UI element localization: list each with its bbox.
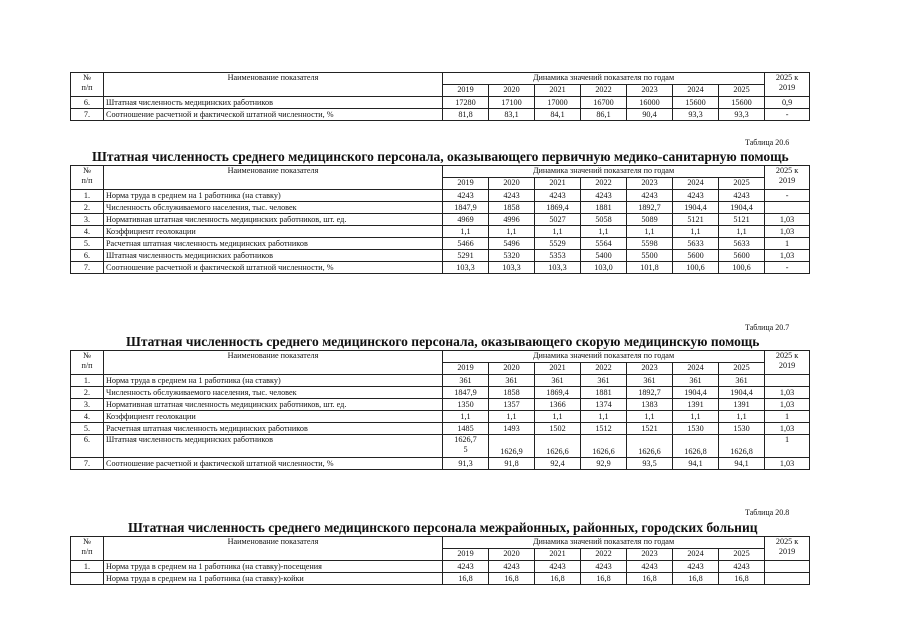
row-value: 5291: [443, 250, 489, 262]
row-value: 1,1: [443, 411, 489, 423]
row-value: 91,3: [443, 458, 489, 470]
header-number: [71, 351, 104, 375]
row-value: 16,8: [443, 573, 489, 585]
table-row: [71, 435, 810, 458]
header-number: [71, 537, 104, 561]
table-20-6: [70, 165, 804, 274]
header-number-line1: №: [83, 537, 91, 546]
row-ratio: -: [765, 190, 810, 202]
row-value: 15600: [673, 97, 719, 109]
row-value: 4243: [581, 561, 627, 573]
row-value: 361: [489, 375, 535, 387]
row-indicator-name: Штатная численность медицинских работников: [104, 435, 443, 458]
header-ratio-line1: 2025 к: [775, 166, 799, 175]
header-ratio-line2: 2019: [778, 361, 796, 370]
row-ratio: [765, 561, 810, 573]
data-table: [70, 536, 810, 585]
row-value: 1904,4: [673, 202, 719, 214]
row-value: 103,0: [581, 262, 627, 274]
table-caption: Таблица 20.6: [745, 138, 790, 147]
header-year: 2022: [581, 363, 627, 375]
header-year: 2024: [673, 549, 719, 561]
row-value: 1881: [581, 202, 627, 214]
row-value: 1,1: [581, 411, 627, 423]
row-value: 93,3: [673, 109, 719, 121]
row-value: 15600: [719, 97, 765, 109]
row-value: 93,3: [719, 109, 765, 121]
header-ratio-line1: 2025 к: [775, 73, 799, 82]
row-value: 4243: [719, 190, 765, 202]
row-value: 4243: [535, 561, 581, 573]
header-ratio: [765, 73, 810, 97]
row-value: 5400: [581, 250, 627, 262]
header-year: 2025: [719, 85, 765, 97]
row-value: 4243: [489, 561, 535, 573]
row-ratio: 1: [765, 435, 810, 458]
row-value: 5027: [535, 214, 581, 226]
row-value: 1350: [443, 399, 489, 411]
header-year: 2023: [627, 549, 673, 561]
row-value: 94,1: [719, 458, 765, 470]
row-value: 1881: [581, 387, 627, 399]
header-indicator-name: Наименование показателя: [104, 351, 443, 375]
row-value: 5633: [719, 238, 765, 250]
table-20-5-continuation: [70, 72, 804, 121]
table-row: [71, 561, 810, 573]
row-value: 4243: [581, 190, 627, 202]
row-value: 94,1: [673, 458, 719, 470]
row-value: 103,3: [443, 262, 489, 274]
row-value: 1869,4: [535, 387, 581, 399]
row-value: 4243: [489, 190, 535, 202]
data-table: [70, 165, 810, 274]
row-value: 5466: [443, 238, 489, 250]
row-value: 361: [673, 375, 719, 387]
row-value: 93,5: [627, 458, 673, 470]
header-year: 2025: [719, 363, 765, 375]
row-number: 6.: [71, 97, 104, 109]
header-dynamics: Динамика значений показателя по годам: [443, 351, 765, 363]
row-value: 5121: [719, 214, 765, 226]
row-number: 6.: [71, 250, 104, 262]
row-indicator-name: Соотношение расчетной и фактической штатной численности, %: [104, 109, 443, 121]
header-year: 2021: [535, 363, 581, 375]
row-value: 1847,9: [443, 202, 489, 214]
row-value: 1,1: [535, 226, 581, 238]
row-indicator-name: Норма труда в среднем на 1 работника (на ставку)-посещения: [104, 561, 443, 573]
header-number-line1: №: [83, 166, 91, 175]
row-value: 16,8: [627, 573, 673, 585]
header-dynamics: Динамика значений показателя по годам: [443, 537, 765, 549]
row-value: 4243: [719, 561, 765, 573]
header-ratio-line1: 2025 к: [775, 351, 799, 360]
row-value: 5600: [719, 250, 765, 262]
row-ratio: [765, 202, 810, 214]
row-value: 361: [581, 375, 627, 387]
header-number-line1: №: [83, 73, 91, 82]
table-row: [71, 250, 810, 262]
row-value: 5564: [581, 238, 627, 250]
header-number: [71, 73, 104, 97]
table-title: Штатная численность среднего медицинского персонала, оказывающего первичную медико-санитарную помощь: [92, 149, 789, 164]
header-row: [71, 73, 810, 85]
row-value: 361: [627, 375, 673, 387]
row-ratio: 1: [765, 238, 810, 250]
row-value: 1847,9: [443, 387, 489, 399]
header-ratio: [765, 537, 810, 561]
header-year: 2021: [535, 178, 581, 190]
row-value: 1,1: [627, 226, 673, 238]
row-value: 1858: [489, 387, 535, 399]
row-number: 6.: [71, 435, 104, 458]
header-row: [71, 537, 810, 549]
row-value: 4243: [443, 561, 489, 573]
row-number: 7.: [71, 262, 104, 274]
row-value: 1,1: [719, 226, 765, 238]
header-year: 2023: [627, 178, 673, 190]
header-dynamics: Динамика значений показателя по годам: [443, 73, 765, 85]
table-row: [71, 375, 810, 387]
row-value: 5353: [535, 250, 581, 262]
row-indicator-name: Расчетная штатная численность медицинских работников: [104, 423, 443, 435]
row-value: 1626,9: [489, 435, 535, 458]
row-number: 4.: [71, 411, 104, 423]
header-number-line2: п/п: [81, 547, 93, 556]
row-indicator-name: Коэффициент геолокации: [104, 226, 443, 238]
row-number: 5.: [71, 423, 104, 435]
row-number: 1.: [71, 375, 104, 387]
row-value: 1626,8: [673, 435, 719, 458]
row-number: 5.: [71, 238, 104, 250]
row-number: 1.: [71, 190, 104, 202]
header-indicator-name: Наименование показателя: [104, 537, 443, 561]
table-row: [71, 190, 810, 202]
table-20-8: [70, 536, 804, 585]
row-value: 103,3: [489, 262, 535, 274]
table-title: Штатная численность среднего медицинского персонала, оказывающего скорую медицинскую помощь: [126, 334, 760, 349]
table-title: Штатная численность среднего медицинского персонала межрайонных, районных, городских больниц: [128, 520, 758, 535]
row-number: 3.: [71, 214, 104, 226]
row-number: 3.: [71, 399, 104, 411]
data-table: [70, 350, 810, 470]
header-number-line1: №: [83, 351, 91, 360]
row-indicator-name: Норма труда в среднем на 1 работника (на ставку): [104, 190, 443, 202]
table-row: [71, 573, 810, 585]
header-number: [71, 166, 104, 190]
row-value: 1904,4: [719, 202, 765, 214]
row-indicator-name: Нормативная штатная численность медицинских работников, шт. ед.: [104, 399, 443, 411]
row-value: 4243: [627, 190, 673, 202]
row-value: 1,1: [581, 226, 627, 238]
row-value: 16000: [627, 97, 673, 109]
row-ratio: 1,03: [765, 226, 810, 238]
row-value: 4996: [489, 214, 535, 226]
row-indicator-name: Численность обслуживаемого населения, тыс. человек: [104, 387, 443, 399]
header-indicator-name: Наименование показателя: [104, 166, 443, 190]
row-value: 4243: [673, 561, 719, 573]
header-year: 2020: [489, 549, 535, 561]
row-indicator-name: Штатная численность медицинских работников: [104, 97, 443, 109]
row-value: 4969: [443, 214, 489, 226]
header-ratio-line2: 2019: [778, 83, 796, 92]
table-row: [71, 214, 810, 226]
table-row: [71, 109, 810, 121]
row-value: 1,1: [719, 411, 765, 423]
header-year: 2024: [673, 85, 719, 97]
row-value: 1357: [489, 399, 535, 411]
header-number-line2: п/п: [81, 83, 93, 92]
row-value: 4243: [443, 190, 489, 202]
table-row: [71, 423, 810, 435]
table-row: [71, 202, 810, 214]
header-year: 2023: [627, 363, 673, 375]
table-caption: Таблица 20.7: [745, 323, 790, 332]
row-value: 1530: [673, 423, 719, 435]
row-number: 7.: [71, 458, 104, 470]
row-ratio: [765, 375, 810, 387]
row-value: 5058: [581, 214, 627, 226]
header-year: 2022: [581, 85, 627, 97]
table-row: [71, 226, 810, 238]
row-value: 17280: [443, 97, 489, 109]
table-row: [71, 238, 810, 250]
row-number: 2.: [71, 387, 104, 399]
row-number: 1.: [71, 561, 104, 573]
row-number: [71, 573, 104, 585]
row-value: 5089: [627, 214, 673, 226]
row-value: 4243: [535, 190, 581, 202]
row-ratio: 1: [765, 411, 810, 423]
header-year: 2024: [673, 178, 719, 190]
row-value: 1,1: [673, 411, 719, 423]
row-value: 1512: [581, 423, 627, 435]
header-ratio: [765, 351, 810, 375]
row-value: 100,6: [673, 262, 719, 274]
row-value: 1858: [489, 202, 535, 214]
header-year: 2021: [535, 85, 581, 97]
header-year: 2020: [489, 85, 535, 97]
row-value: 1,1: [673, 226, 719, 238]
row-value: 1626,6: [627, 435, 673, 458]
header-year: 2020: [489, 178, 535, 190]
header-row: [71, 351, 810, 363]
table-row: [71, 262, 810, 274]
row-value: 1626,8: [719, 435, 765, 458]
row-value: 16,8: [489, 573, 535, 585]
row-value: 361: [535, 375, 581, 387]
row-value: 5496: [489, 238, 535, 250]
row-value: 1892,7: [627, 202, 673, 214]
header-year: 2022: [581, 549, 627, 561]
row-value: 5633: [673, 238, 719, 250]
header-number-line2: п/п: [81, 361, 93, 370]
row-number: 4.: [71, 226, 104, 238]
row-value: 1904,4: [673, 387, 719, 399]
row-value: 1,1: [489, 411, 535, 423]
header-ratio-line1: 2025 к: [775, 537, 799, 546]
table-row: [71, 97, 810, 109]
row-value: 1626,6: [535, 435, 581, 458]
row-ratio: [765, 573, 810, 585]
row-value: 1502: [535, 423, 581, 435]
row-ratio: 1,03: [765, 214, 810, 226]
row-value: 1374: [581, 399, 627, 411]
row-value: 1,1: [627, 411, 673, 423]
row-value: 92,4: [535, 458, 581, 470]
row-value: 81,8: [443, 109, 489, 121]
row-ratio: 1,03: [765, 458, 810, 470]
row-ratio: -: [765, 262, 810, 274]
table-row: [71, 411, 810, 423]
header-year: 2022: [581, 178, 627, 190]
row-value: 5598: [627, 238, 673, 250]
row-value: 1869,4: [535, 202, 581, 214]
row-value: 1493: [489, 423, 535, 435]
row-value: 16,8: [673, 573, 719, 585]
row-value: 1626,7 5: [443, 435, 489, 458]
row-ratio: 1,03: [765, 250, 810, 262]
header-year: 2019: [443, 178, 489, 190]
row-value: 16,8: [719, 573, 765, 585]
header-indicator-name: Наименование показателя: [104, 73, 443, 97]
row-value: 1,1: [535, 411, 581, 423]
header-year: 2025: [719, 549, 765, 561]
row-value: 100,6: [719, 262, 765, 274]
row-value: 5529: [535, 238, 581, 250]
row-value: 1521: [627, 423, 673, 435]
row-indicator-name: Нормативная штатная численность медицинских работников, шт. ед.: [104, 214, 443, 226]
row-value: 1530: [719, 423, 765, 435]
row-value: 103,3: [535, 262, 581, 274]
row-value: 5121: [673, 214, 719, 226]
row-indicator-name: Соотношение расчетной и фактической штатной численности, %: [104, 262, 443, 274]
header-year: 2020: [489, 363, 535, 375]
row-value: 16,8: [581, 573, 627, 585]
row-value: 1485: [443, 423, 489, 435]
row-value: 4243: [673, 190, 719, 202]
row-indicator-name: Штатная численность медицинских работников: [104, 250, 443, 262]
header-year: 2019: [443, 85, 489, 97]
row-value: 1904,4: [719, 387, 765, 399]
row-value: 101,8: [627, 262, 673, 274]
row-value: 1391: [719, 399, 765, 411]
row-value: 5500: [627, 250, 673, 262]
row-value: 5320: [489, 250, 535, 262]
header-year: 2019: [443, 549, 489, 561]
row-indicator-name: Расчетная штатная численность медицинских работников: [104, 238, 443, 250]
header-year: 2021: [535, 549, 581, 561]
header-year: 2023: [627, 85, 673, 97]
row-value: 84,1: [535, 109, 581, 121]
row-ratio: 1,03: [765, 399, 810, 411]
row-value: 1626,6: [581, 435, 627, 458]
row-value: 361: [443, 375, 489, 387]
row-value: 90,4: [627, 109, 673, 121]
table-row: [71, 399, 810, 411]
row-value: 1,1: [443, 226, 489, 238]
row-value: 1383: [627, 399, 673, 411]
header-ratio-line2: 2019: [778, 176, 796, 185]
header-row: [71, 166, 810, 178]
row-number: 2.: [71, 202, 104, 214]
row-ratio: -: [765, 109, 810, 121]
row-indicator-name: Норма труда в среднем на 1 работника (на ставку): [104, 375, 443, 387]
row-value: 1,1: [489, 226, 535, 238]
header-year: 2025: [719, 178, 765, 190]
row-indicator-name: Норма труда в среднем на 1 работника (на ставку)-койки: [104, 573, 443, 585]
header-year: 2019: [443, 363, 489, 375]
row-value: 4243: [627, 561, 673, 573]
table-row: [71, 387, 810, 399]
table-row: [71, 458, 810, 470]
row-value: 17100: [489, 97, 535, 109]
row-value: 92,9: [581, 458, 627, 470]
row-indicator-name: Численность обслуживаемого населения, тыс. человек: [104, 202, 443, 214]
row-ratio: 1,03: [765, 387, 810, 399]
row-number: 7.: [71, 109, 104, 121]
header-number-line2: п/п: [81, 176, 93, 185]
row-ratio: 1,03: [765, 423, 810, 435]
row-ratio: 0,9: [765, 97, 810, 109]
row-value: 1366: [535, 399, 581, 411]
row-value: 91,8: [489, 458, 535, 470]
header-year: 2024: [673, 363, 719, 375]
row-value: 86,1: [581, 109, 627, 121]
header-ratio: [765, 166, 810, 190]
row-value: 17000: [535, 97, 581, 109]
table-20-7: [70, 350, 804, 470]
row-value: 16700: [581, 97, 627, 109]
table-caption: Таблица 20.8: [745, 508, 790, 517]
row-value: 5600: [673, 250, 719, 262]
row-value: 83,1: [489, 109, 535, 121]
header-dynamics: Динамика значений показателя по годам: [443, 166, 765, 178]
row-indicator-name: Соотношение расчетной и фактической штатной численности, %: [104, 458, 443, 470]
row-value: 1391: [673, 399, 719, 411]
data-table: [70, 72, 810, 121]
header-ratio-line2: 2019: [778, 547, 796, 556]
row-value: 1892,7: [627, 387, 673, 399]
row-value: 361: [719, 375, 765, 387]
row-indicator-name: Коэффициент геолокации: [104, 411, 443, 423]
row-value: 16,8: [535, 573, 581, 585]
